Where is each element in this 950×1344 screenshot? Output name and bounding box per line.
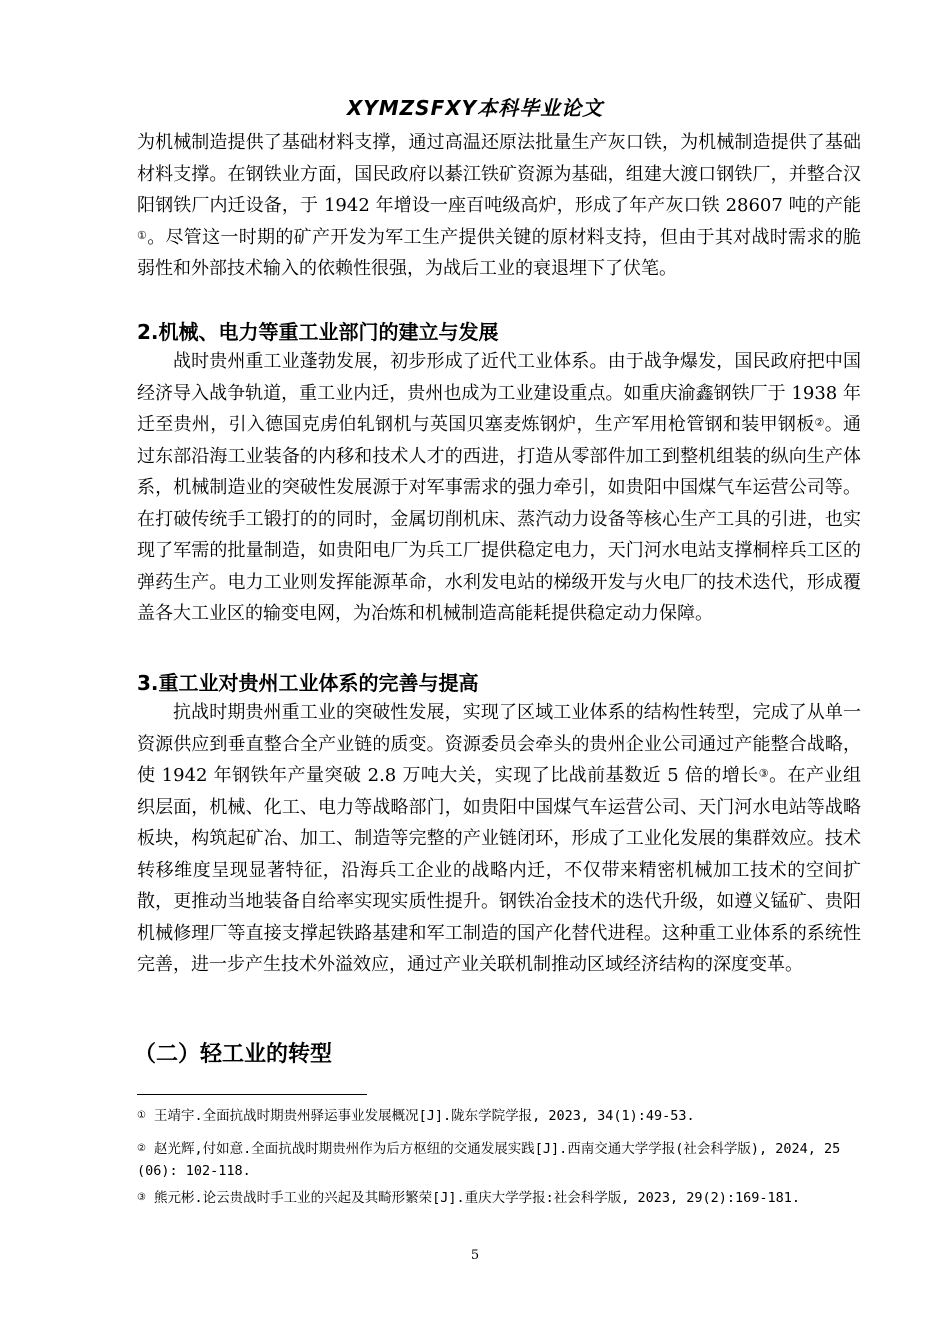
footnote-1 xyxy=(137,1105,859,1127)
intro-text: 为机械制造提供了基础材料支撑，通过高温还原法批量生产灰口铁，为机械制造提供了基础材料支撑。在钢铁业方面，国民政府以綦江铁矿资源为基础，组建大渡口钢铁厂，并整合汉阳钢铁厂内迁设备，于 1942 年增设一座百吨级高炉，形成了年产灰口铁 28607 吨的产能 xyxy=(137,132,861,216)
footnote-ref-2[interactable]: ② xyxy=(814,416,825,429)
page-number: 5 xyxy=(470,1248,480,1263)
section-3-heading: 3.重工业对贵州工业体系的完善与提高 xyxy=(137,671,479,695)
footnote-2 xyxy=(137,1138,859,1182)
intro-paragraph xyxy=(137,127,861,285)
subsection-heading: （二）轻工业的转型 xyxy=(134,1042,333,1067)
section-2-text-b: 。通过东部沿海工业装备的内移和技术人才的西进，打造从零部件加工到整机组装的纵向生产体系，机械制造业的突破性发展源于对军事需求的强力牵引，如贵阳中国煤气车运营公司等。在打破传统手工锻打的的同时，金属切削机床、蒸汽动力设备等核心生产工具的引进，也实现了军需的批量制造，如贵阳电厂为兵工厂提供稳定电力，天门河水电站支撑桐梓兵工区的弹药生产。电力工业则发挥能源革命，水利发电站的梯级开发与火电厂的技术迭代，形成覆盖各大工业区的输变电网，为冶炼和机械制造高能耗提供稳定动力保障。 xyxy=(137,414,861,624)
footnote-text: 王靖宇.全面抗战时期贵州驿运事业发展概况[J].陇东学院学报, 2023, 34(1):49-53. xyxy=(153,1108,695,1124)
section-2-paragraph xyxy=(137,346,861,630)
intro-text-rest: 。尽管这一时期的矿产开发为军工生产提供关键的原材料支持，但由于其对战时需求的脆弱性和外部技术输入的依赖性很强，为战后工业的衰退埋下了伏笔。 xyxy=(137,226,861,279)
footnote-mark: ③ xyxy=(137,1192,146,1203)
page-header: XYMZSFXY本科毕业论文 xyxy=(346,96,604,120)
footnote-3 xyxy=(137,1187,859,1209)
footnote-text: 赵光辉,付如意.全面抗战时期贵州作为后方枢纽的交通发展实践[J].西南交通大学学报(社会科学版), 2024, 25 (06): 102-118. xyxy=(137,1141,841,1179)
section-3-paragraph xyxy=(137,697,861,981)
section-3-text-a: 抗战时期贵州重工业的突破性发展，实现了区域工业体系的结构性转型，完成了从单一资源供应到垂直整合全产业链的质变。资源委员会牵头的贵州企业公司通过产能整合战略，使 1942 年钢铁年产量突破 2.8 万吨大关，实现了比战前基数近 5 倍的增长 xyxy=(137,702,861,786)
footnote-ref-3[interactable]: ③ xyxy=(758,767,770,780)
footnote-mark: ① xyxy=(137,1110,146,1121)
footnote-divider xyxy=(137,1094,367,1095)
footnote-ref-1[interactable]: ① xyxy=(137,228,148,242)
section-2-heading: 2.机械、电力等重工业部门的建立与发展 xyxy=(137,320,499,344)
footnote-text: 熊元彬.论云贵战时手工业的兴起及其畸形繁荣[J].重庆大学学报:社会科学版, 2023, 29(2):169-181. xyxy=(153,1190,801,1206)
section-3-text-b: 。在产业组织层面，机械、化工、电力等战略部门，如贵阳中国煤气车运营公司、天门河水电站等战略板块，构筑起矿冶、加工、制造等完整的产业链闭环，形成了工业化发展的集群效应。技术转移维度呈现显著特征，沿海兵工企业的战略内迁，不仅带来精密机械加工技术的空间扩散，更推动当地装备自给率实现实质性提升。钢铁冶金技术的迭代升级，如遵义锰矿、贵阳机械修理厂等直接支撑起铁路基建和军工制造的国产化替代进程。这种重工业体系的系统性完善，进一步产生技术外溢效应，通过产业关联机制推动区域经济结构的深度变革。 xyxy=(137,765,861,975)
section-2-text-a: 战时贵州重工业蓬勃发展，初步形成了近代工业体系。由于战争爆发，国民政府把中国经济导入战争轨道，重工业内迁，贵州也成为工业建设重点。如重庆渝鑫钢铁厂于 1938 年迁至贵州，引入德国克虏伯轧钢机与英国贝塞麦炼钢炉，生产军用枪管钢和装甲钢板 xyxy=(137,351,861,435)
footnote-mark: ② xyxy=(137,1143,146,1154)
